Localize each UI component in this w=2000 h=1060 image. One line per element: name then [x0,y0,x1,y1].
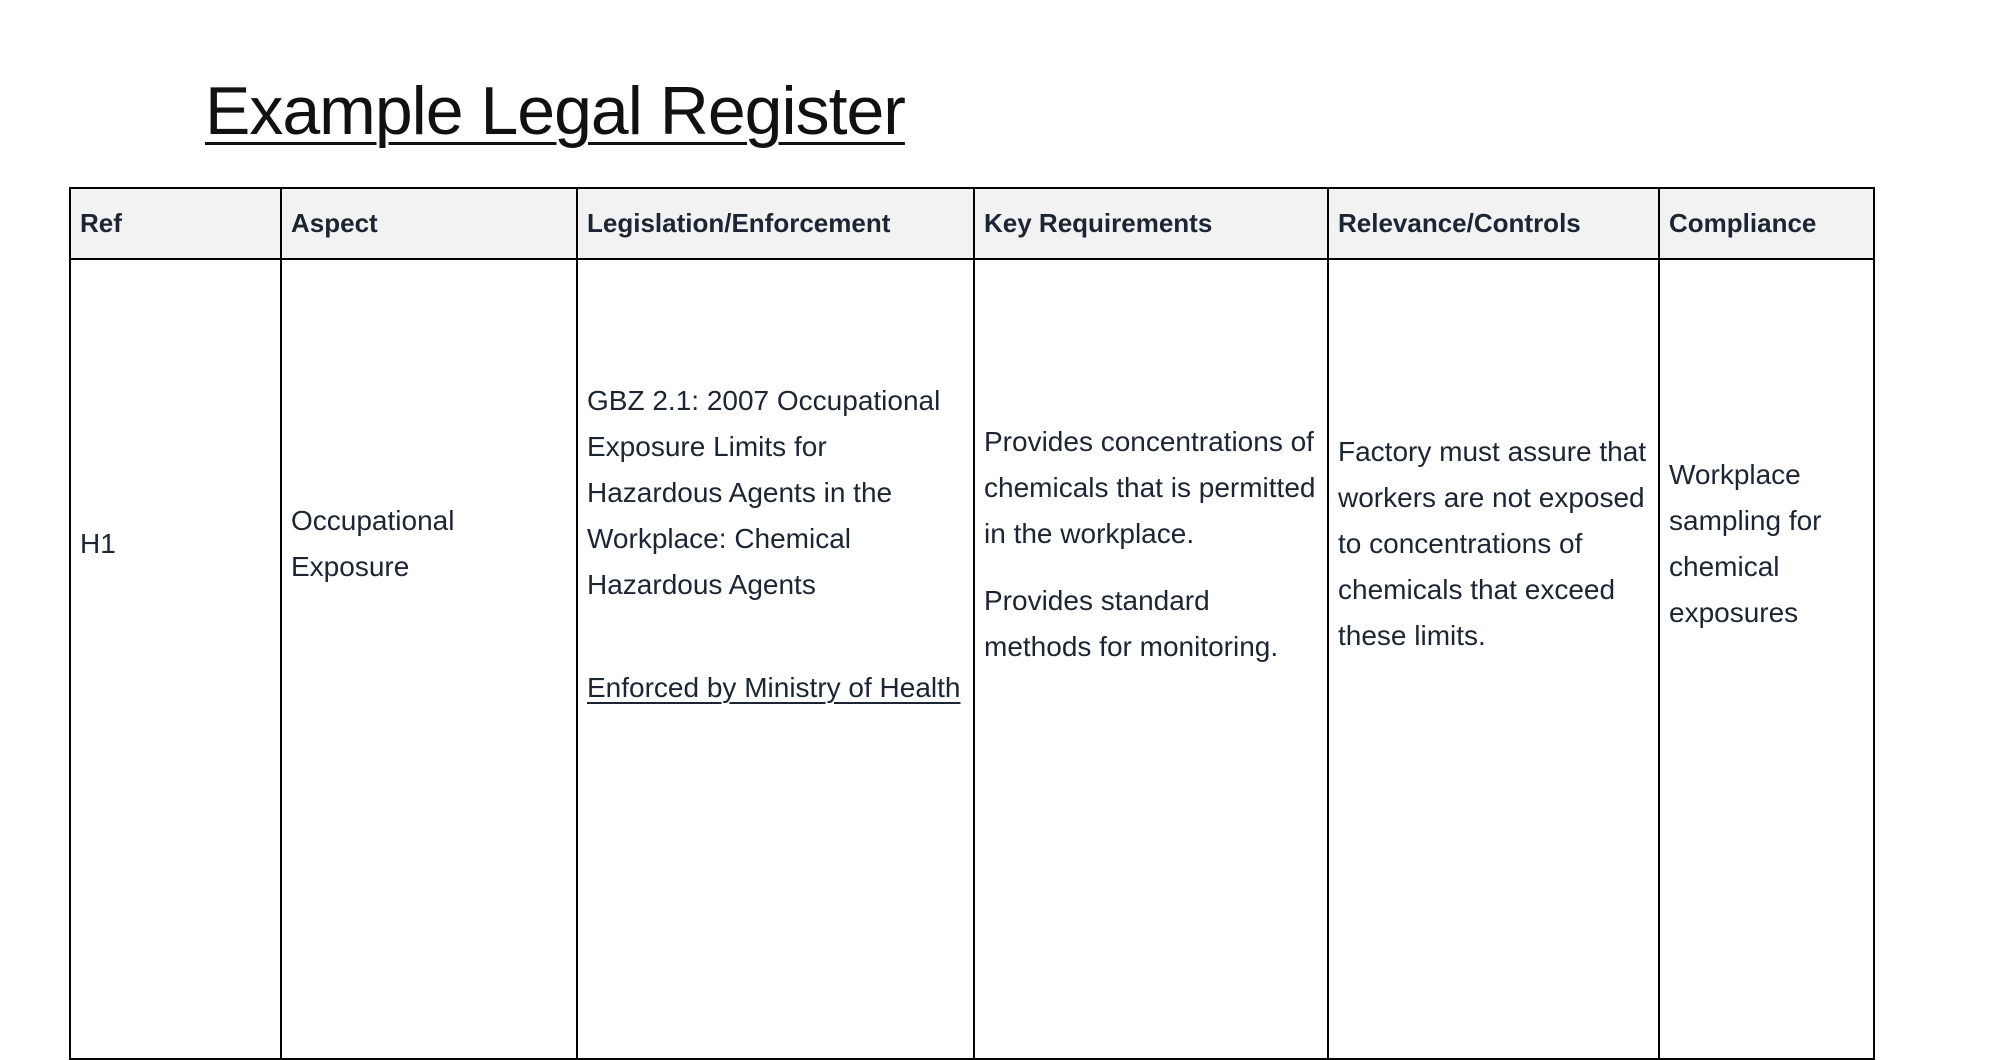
column-header-relevance-controls[interactable]: Relevance/Controls [1328,188,1659,259]
table-header-row [70,188,1874,259]
paragraph-spacer [587,608,964,665]
cell-aspect[interactable] [281,259,577,1059]
cell-legislation[interactable] [577,259,974,1059]
key-requirement-text: Provides concentrations of chemicals that is permitted in the workplace. [984,425,1316,549]
legal-register-table [69,187,1875,1060]
column-header-aspect[interactable]: Aspect [281,188,577,259]
table-row [70,259,1874,1059]
legislation-text: GBZ 2.1: 2007 Occupational Exposure Limits for Hazardous Agents in the Workplace: Chemical Hazardous Agents [587,384,941,600]
cell-ref[interactable] [70,259,281,1059]
compliance-text: Workplace sampling for chemical exposures [1669,459,1822,628]
column-header-legislation[interactable]: Legislation/Enforcement [577,188,974,259]
enforcement-link[interactable]: Enforced by Ministry of Health [587,671,961,703]
ref-text: H1 [80,528,116,559]
column-header-compliance[interactable]: Compliance [1659,188,1874,259]
relevance-controls-text: Factory must assure that workers are not exposed to concentrations of chemicals that exceed these limits. [1338,436,1647,651]
column-header-ref[interactable]: Ref [70,188,281,259]
column-header-key-requirements[interactable]: Key Requirements [974,188,1328,259]
cell-compliance[interactable] [1659,259,1874,1059]
cell-relevance-controls[interactable] [1328,259,1659,1059]
document-title: Example Legal Register [205,73,905,149]
aspect-text: Occupational Exposure [291,505,455,582]
cell-key-requirements[interactable] [974,259,1328,1059]
key-requirement-text: Provides standard methods for monitoring. [984,584,1279,662]
